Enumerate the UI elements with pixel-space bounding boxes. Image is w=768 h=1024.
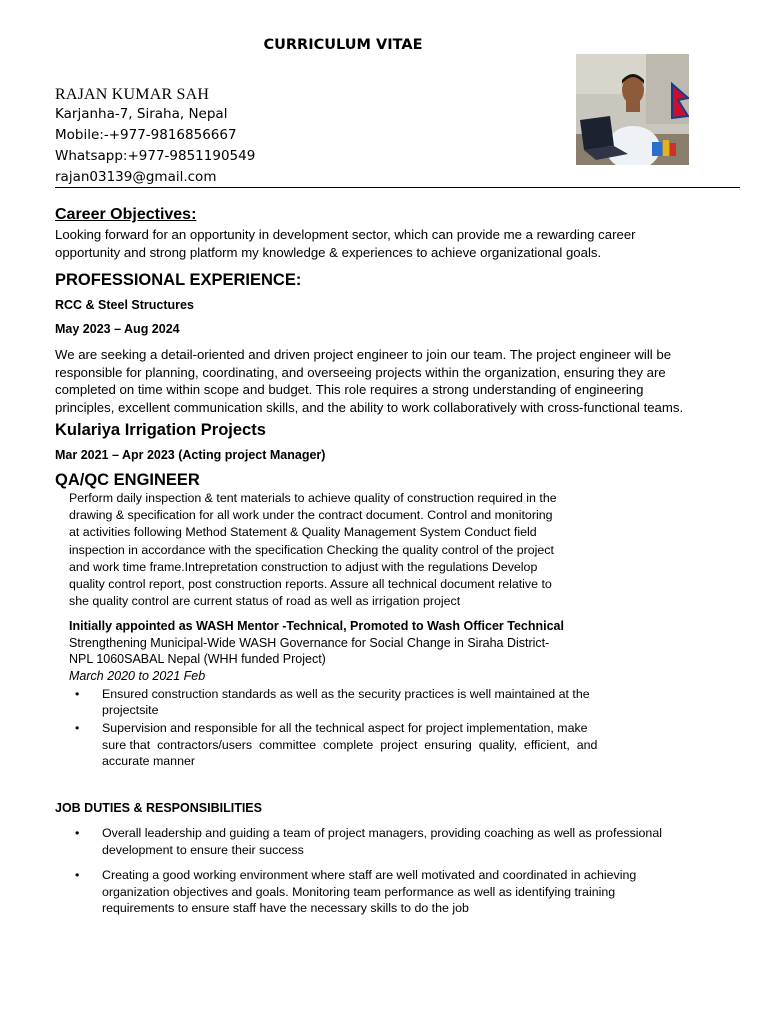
- description-line: We are seeking a detail-oriented and driven project engineer to join our team. The project engineer will be: [55, 347, 672, 362]
- list-item: [55, 825, 745, 858]
- bullet-icon: •: [75, 868, 80, 882]
- job3-bullets: [55, 686, 655, 769]
- bullet-line: sure that contractors/users committee complete project ensuring quality, efficient, and: [102, 737, 598, 752]
- job1-dates: May 2023 – Aug 2024: [55, 322, 180, 336]
- description-line: she quality control are current status of road as well as irrigation project: [69, 594, 461, 609]
- description-line: completed on time within scope and budget. This role requires a strong understanding of engineering: [55, 382, 644, 397]
- bullet-icon: •: [75, 826, 80, 840]
- bullet-line: projectsite: [102, 703, 159, 718]
- mobile-number: Mobile:-+977-9816856667: [55, 127, 237, 143]
- bullet-line: accurate manner: [102, 753, 195, 768]
- whatsapp-number: Whatsapp:+977-9851190549: [55, 148, 256, 164]
- description-line: and work time frame.Intrepretation construction to adjust with the regulations Develop: [69, 559, 538, 574]
- profile-photo: [576, 54, 689, 165]
- description-line: drawing & specification for all work under the contract document. Control and monitoring: [69, 508, 553, 523]
- job3-title: Initially appointed as WASH Mentor -Technical, Promoted to Wash Officer Technical: [69, 619, 564, 633]
- professional-experience-heading: PROFESSIONAL EXPERIENCE:: [55, 271, 302, 289]
- bullet-line: Creating a good working environment where staff are well motivated and coordinated in achieving: [102, 868, 637, 882]
- career-line: opportunity and strong platform my knowledge & experiences to achieve organizational goals.: [55, 244, 602, 260]
- job2-description: [69, 490, 557, 610]
- header-divider: [55, 187, 740, 188]
- job2-role: QA/QC ENGINEER: [55, 471, 200, 489]
- description-line: principles, excellent communication skills, and the ability to work collaboratively with cross-functional teams.: [55, 399, 684, 415]
- job2-project: Kulariya Irrigation Projects: [55, 421, 266, 439]
- address: Karjanha-7, Siraha, Nepal: [55, 106, 228, 122]
- bullet-icon: •: [75, 687, 80, 701]
- bullet-line: Supervision and responsible for all the technical aspect for project implementation, make: [102, 721, 588, 736]
- description-line: responsible for planning, coordinating, and overseeing projects within the organization, ensuring they are: [55, 364, 666, 380]
- bullet-line: requirements to ensure staff have the necessary skills to do the job: [102, 901, 469, 915]
- career-objectives-heading: Career Objectives:: [55, 206, 197, 223]
- description-line: inspection in accordance with the specification Checking the quality control of the project: [69, 542, 554, 557]
- job-duties-heading: JOB DUTIES & RESPONSIBILITIES: [55, 801, 262, 815]
- job3-block: [69, 618, 564, 684]
- job3-dates: March 2020 to 2021 Feb: [69, 668, 206, 683]
- list-item: [55, 867, 745, 917]
- job1-title: RCC & Steel Structures: [55, 298, 194, 312]
- career-line: Looking forward for an opportunity in development sector, which can provide me a rewarding career: [55, 227, 636, 242]
- bullet-line: Ensured construction standards as well as the security practices is well maintained at the: [102, 687, 590, 701]
- bullet-icon: •: [75, 721, 80, 736]
- job3-organization: NPL 1060SABAL Nepal (WHH funded Project): [69, 652, 326, 666]
- list-item: [55, 686, 655, 718]
- bullet-line: development to ensure their success: [102, 842, 304, 857]
- description-line: quality control report, post construction reports. Assure all technical document relative to: [69, 577, 552, 592]
- job1-description: [55, 346, 683, 416]
- job-duties-list: [55, 825, 745, 917]
- description-line: Perform daily inspection & tent materials to achieve quality of construction required in the: [69, 491, 557, 505]
- bullet-line: Overall leadership and guiding a team of project managers, providing coaching as well as professional: [102, 826, 662, 840]
- career-objectives-text: [55, 226, 636, 261]
- document-title: CURRICULUM VITAE: [263, 37, 423, 53]
- description-line: at activities following Method Statement & Quality Management System Conduct field: [69, 525, 537, 540]
- candidate-name: RAJAN KUMAR SAH: [55, 86, 210, 103]
- bullet-line: organization objectives and goals. Monitoring team performance as well as identifying training: [102, 884, 616, 899]
- job3-organization: Strengthening Municipal-Wide WASH Governance for Social Change in Siraha District-: [69, 635, 550, 650]
- job2-dates: Mar 2021 – Apr 2023 (Acting project Manager): [55, 448, 326, 462]
- email-address: rajan03139@gmail.com: [55, 169, 217, 185]
- list-item: [55, 720, 655, 769]
